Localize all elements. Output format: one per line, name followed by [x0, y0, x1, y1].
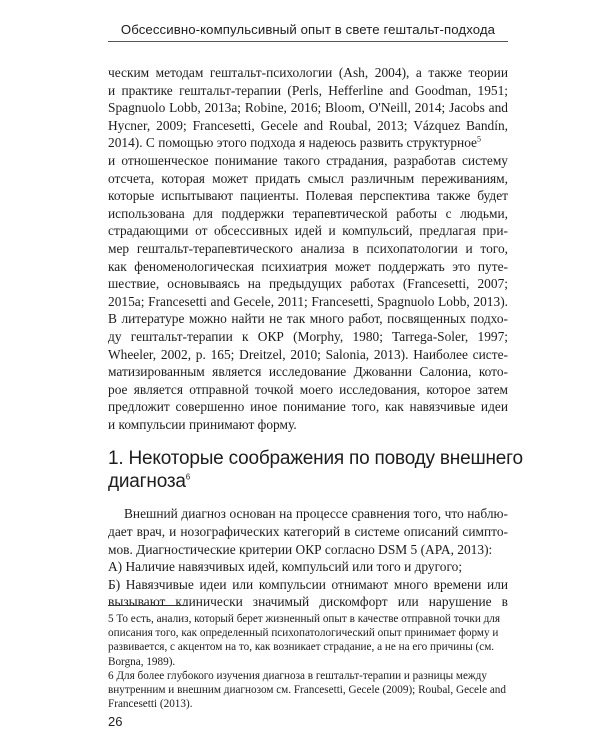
- page-number: 26: [108, 714, 123, 729]
- paragraph-1: [108, 64, 508, 433]
- main-text: [108, 64, 523, 611]
- text-segment: диагноза: [108, 471, 186, 493]
- text-line: дает врач, и нозографических категорий в системе описаний симпто-: [108, 524, 508, 540]
- text-line: Внешний диагноз основан на процессе сравнения того, что наблю-: [124, 506, 508, 522]
- text-line: ческим методам гештальт-психологии (Ash, 2004), а также теории: [108, 65, 508, 80]
- text-line: предложит совершенно иное понимание того, как навязчивые идеи: [108, 399, 508, 415]
- text-line: и практике гештальт-терапии (Perls, Hefferline and Goodman, 1951;: [108, 82, 508, 98]
- text-line: Wheeler, 2002, p. 165; Dreitzel, 2010; Salonia, 2013). Наиболее систе-: [108, 346, 508, 362]
- text-line: и отношенческое понимание такого страдания, разработав систему: [108, 152, 508, 168]
- text-line: матизированным является исследование Джованни Салониа, кото-: [108, 364, 508, 380]
- running-header: Обсессивно-компульсивный опыт в свете гештальт-подхода: [108, 22, 508, 42]
- text-line: Spagnuolo Lobb, 2013a; Robine, 2016; Bloom, O'Neill, 2014; Jacobs and: [108, 100, 508, 116]
- text-line: шествие, основываясь на предыдущих работах (Francesetti, 2007;: [108, 276, 508, 292]
- footnote-line: внутренним и внешним диагнозом см. Francesetti, Gecele (2009); Roubal, Gecele and: [108, 684, 506, 697]
- footnotes: [108, 612, 508, 711]
- text-line: В литературе можно найти не так много работ, посвященных подхо-: [108, 311, 508, 327]
- footnote-line: Francesetti (2013).: [108, 698, 193, 711]
- text-line: [108, 134, 508, 152]
- footnote-line: развивается, с акцентом на то, как возникает страдание, а не на его причины (см.: [108, 641, 495, 654]
- text-line: Б) Навязчивые идеи или компульсии отнимают много времени или: [108, 576, 508, 592]
- footnote-divider: [108, 605, 188, 606]
- text-line: страдающими от обсессивных идей и компульсий, предлагая при-: [108, 223, 508, 239]
- text-line: использована для поддержки терапевтической работы с людьми,: [108, 205, 508, 221]
- text-line: которые испытывают пациенты. Полевая перспектива также будет: [108, 188, 508, 204]
- footnote-6: [108, 669, 508, 712]
- text-line: как феноменологическая психиатрия может поддержать это путе-: [108, 258, 508, 274]
- text-line: Hycner, 2009; Francesetti, Gecele and Roubal, 2013; Vázquez Bandín,: [108, 117, 508, 133]
- footnote-line: 5 То есть, анализ, который берет жизненный опыт в качестве отправной точки для: [108, 613, 501, 625]
- text-line: рое является отправной точкой моего исследования, которое затем: [108, 381, 508, 397]
- footnote-line: Borgna, 1989).: [108, 655, 176, 668]
- footnote-ref-5: 5: [477, 134, 481, 144]
- text-segment: 2014). С помощью этого подхода я надеюсь развить структурное: [108, 135, 477, 151]
- text-line: 2015a; Francesetti and Gecele, 2011; Francesetti, Spagnuolo Lobb, 2013).: [108, 293, 508, 309]
- footnote-line: 6 Для более глубокого изучения диагноза в гештальт-терапии и разницы между: [108, 669, 487, 682]
- footnote-5: [108, 612, 508, 669]
- text-line: и компульсии принимают форму.: [108, 416, 297, 432]
- section-heading-line: [108, 470, 508, 493]
- paragraph-2: [108, 505, 508, 611]
- section-heading-line: 1. Некоторые соображения по поводу внешнего: [108, 448, 523, 470]
- text-line: вызывают клинически значимый дискомфорт или нарушение в: [108, 594, 508, 610]
- footnote-line: описания того, как определенный психопатологический опыт принимает форму и: [108, 627, 499, 640]
- section-heading: [108, 447, 523, 493]
- text-line: мер гештальт-терапевтического анализа в психопатологии и того,: [108, 240, 508, 256]
- footnote-ref-6: 6: [185, 473, 190, 483]
- text-line: мов. Диагностические критерии ОКР согласно DSM 5 (APA, 2013):: [108, 541, 493, 557]
- text-line: А) Наличие навязчивых идей, компульсий или того и другого;: [108, 559, 463, 575]
- text-line: ду гештальт-терапии к ОКР (Morphy, 1980; Tarrega-Soler, 1997;: [108, 328, 508, 344]
- text-line: отсчета, которая может придать смысл различным переживаниям,: [108, 170, 508, 186]
